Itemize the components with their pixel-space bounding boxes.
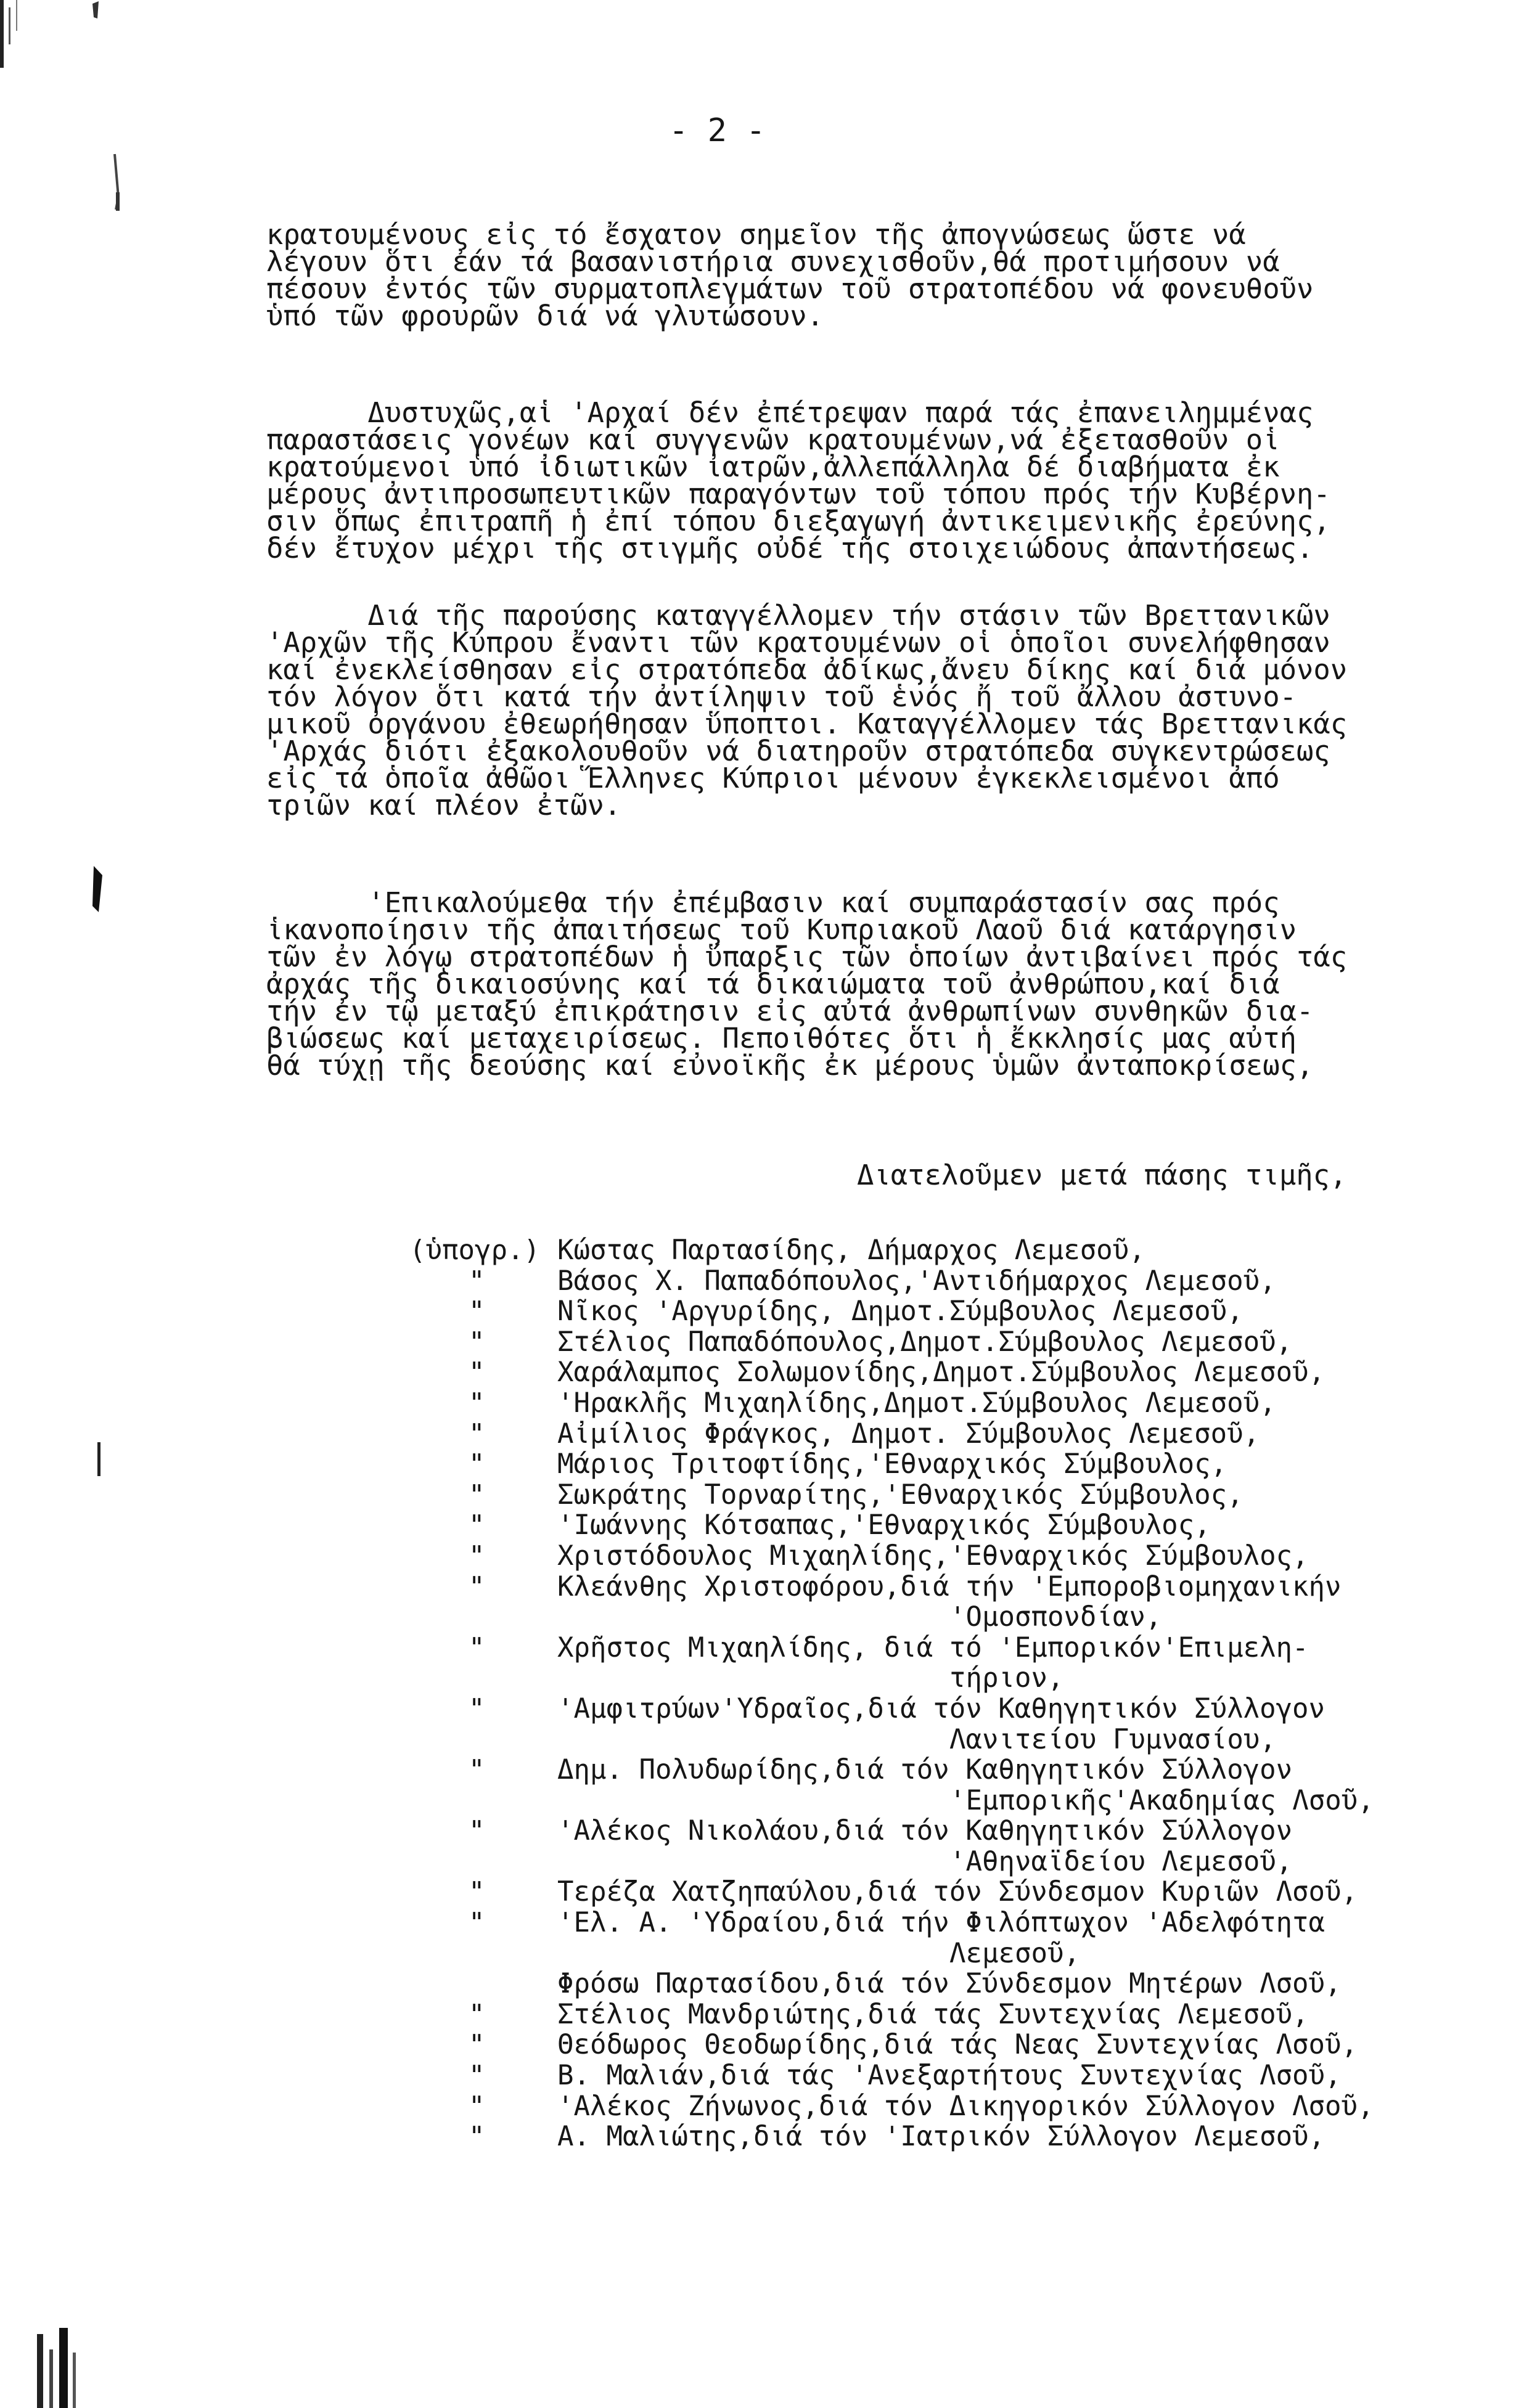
signatory-continuation-row <box>0 1785 1516 1816</box>
ditto-mark: " <box>469 1448 485 1480</box>
ditto-mark: " <box>469 1357 485 1389</box>
ditto-mark: " <box>469 1296 485 1328</box>
signatory-row <box>0 1876 1516 1907</box>
ditto-mark: " <box>469 2121 485 2153</box>
signatory-row <box>0 1326 1516 1357</box>
signatory-row <box>0 1815 1516 1846</box>
text-line: θά τύχῃ τῆς δεούσης καί εὐνοϊκῆς ἐκ μέρους ὑμῶν ἀνταποκρίσεως, <box>266 1049 1314 1082</box>
page-number: - 2 - <box>669 112 766 149</box>
text-line: κρατουμένους εἰς τό ἔσχατον σημεῖον τῆς ἀπογνώσεως ὥστε νά <box>266 218 1246 251</box>
text-line: ἱκανοποίησιν τῆς ἀπαιτήσεως τοῦ Κυπριακοῦ Λαοῦ διά κατάργησιν <box>266 913 1297 946</box>
signatory-row <box>0 1540 1516 1571</box>
ditto-mark: " <box>469 1265 485 1297</box>
ditto-mark: " <box>469 1570 485 1602</box>
ditto-mark: " <box>469 1907 485 1939</box>
signatory-name: 'Αλέκος Ζήνωνος,διά τόν Δικηγορικόν Σύλλογον Λσοῦ, <box>557 2090 1374 2122</box>
ditto-mark: " <box>469 1631 485 1663</box>
signatory-row <box>0 1357 1516 1387</box>
signatory-name: Κλεάνθης Χριστοφόρου,διά τήν 'Εμποροβιομηχανικήν <box>557 1570 1342 1602</box>
ditto-mark: " <box>469 2029 485 2061</box>
text-line: κρατούμενοι ὑπό ἰδιωτικῶν ἰατρῶν,ἀλλεπάλληλα δέ διαβήματα ἐκ <box>266 451 1280 483</box>
ditto-mark: " <box>469 1387 485 1419</box>
signatory-name: 'Ιωάννης Κότσαπας,'Εθναρχικός Σύμβουλος, <box>557 1509 1211 1541</box>
paragraph-3 <box>266 599 1438 822</box>
signatory-row <box>0 1693 1516 1724</box>
signatory-row <box>0 1296 1516 1326</box>
signatory-row <box>0 1754 1516 1785</box>
ditto-mark: " <box>469 1876 485 1908</box>
closing-salutation: Διατελοῦμεν μετά πάσης τιμῆς, <box>857 1159 1347 1191</box>
signatory-row <box>0 1907 1516 1938</box>
paragraph-1 <box>266 218 1438 332</box>
signatory-row <box>0 2029 1516 2060</box>
signatory-continuation-row <box>0 1846 1516 1877</box>
signatory-continuation-row <box>0 1601 1516 1632</box>
signatory-name: Τερέζα Χατζηπαύλου,διά τόν Σύνδεσμον Κυριῶν Λσοῦ, <box>557 1876 1358 1908</box>
signatory-name: Α. Μαλιώτης,διά τόν 'Ιατρικόν Σύλλογον Λεμεσοῦ, <box>557 2121 1325 2153</box>
ditto-mark: " <box>469 1509 485 1541</box>
signatory-name: Β. Μαλιάν,διά τάς 'Ανεξαρτήτους Συντεχνίας Λσοῦ, <box>557 2060 1342 2092</box>
signatory-row <box>0 1632 1516 1663</box>
signatory-name: Θεόδωρος Θεοδωρίδης,διά τάς Νεας Συντεχνίας Λσοῦ, <box>557 2029 1358 2061</box>
paragraph-2 <box>266 396 1438 565</box>
signatory-continuation: Λεμεσοῦ, <box>949 1937 1080 1969</box>
signatory-row <box>0 1387 1516 1418</box>
ditto-mark: " <box>469 1418 485 1450</box>
signatories-list <box>0 1235 1516 2152</box>
signatory-row <box>0 1571 1516 1602</box>
ditto-mark: " <box>469 1326 485 1358</box>
text-line: μικοῦ ὀργάνου ἐθεωρήθησαν ὕποπτοι. Καταγγέλλομεν τάς Βρεττανικάς <box>266 708 1348 740</box>
signatory-row <box>0 1265 1516 1296</box>
signatory-continuation: 'Ομοσπονδίαν, <box>949 1601 1162 1633</box>
signatory-name: Αἰμίλιος Φράγκος, Δημοτ. Σύμβουλος Λεμεσοῦ, <box>557 1418 1260 1450</box>
text-line: Διά τῆς παρούσης καταγγέλλομεν τήν στάσιν τῶν Βρεττανικῶν <box>266 599 1330 632</box>
ditto-mark: " <box>469 2090 485 2122</box>
signatory-name: 'Αμφιτρύων'Υδραῖος,διά τόν Καθηγητικόν Σύλλογον <box>557 1692 1325 1724</box>
signatory-row <box>0 1479 1516 1510</box>
text-line: βιώσεως καί μεταχειρίσεως. Πεποιθότες ὅτι ἡ ἔκκλησίς μας αὐτή <box>266 1022 1297 1055</box>
ditto-mark: " <box>469 1479 485 1511</box>
text-line: λέγουν ὅτι ἐάν τά βασανιστήρια συνεχισθοῦν,θά προτιμήσουν νά <box>266 245 1280 278</box>
signature-prefix: (ὑπογρ.) <box>409 1235 540 1266</box>
signatory-name: 'Ηρακλῆς Μιχαηλίδης,Δημοτ.Σύμβουλος Λεμεσοῦ, <box>557 1387 1276 1419</box>
text-line: εἰς τά ὁποῖα ἀθῶοι Ἕλληνες Κύπριοι μένουν ἐγκεκλεισμένοι ἀπό <box>266 762 1280 794</box>
ditto-mark: " <box>469 1692 485 1724</box>
text-line: μέρους ἀντιπροσωπευτικῶν παραγόντων τοῦ τόπου πρός τήν Κυβέρνη- <box>266 478 1330 510</box>
signatory-name: Στέλιος Παπαδόπουλος,Δημοτ.Σύμβουλος Λεμεσοῦ, <box>557 1326 1293 1358</box>
text-line: τριῶν καί πλέον ἐτῶν. <box>266 789 621 822</box>
signatory-name: Στέλιος Μανδριώτης,διά τάς Συντεχνίας Λεμεσοῦ, <box>557 1998 1309 2030</box>
signatory-row <box>0 1235 1516 1265</box>
text-line: ἀρχάς τῆς δικαιοσύνης καί τά δικαιώματα τοῦ ἀνθρώπου,καί διά <box>266 968 1280 1000</box>
signatory-row <box>0 1418 1516 1449</box>
text-line: Δυστυχῶς,αἱ 'Αρχαί δέν ἐπέτρεψαν παρά τάς ἐπανειλημμένας <box>266 396 1314 429</box>
signatory-name: Χρῆστος Μιχαηλίδης, διά τό 'Εμπορικόν'Επιμελη- <box>557 1631 1309 1663</box>
signatory-continuation-row <box>0 1938 1516 1969</box>
signatory-continuation: Λανιτείου Γυμνασίου, <box>949 1723 1276 1755</box>
text-line: πέσουν ἐντός τῶν συρματοπλεγμάτων τοῦ στρατοπέδου νά φονευθοῦν <box>266 272 1314 305</box>
signatory-continuation: 'Αθηναϊδείου Λεμεσοῦ, <box>949 1845 1293 1877</box>
signatory-name: Βάσος Χ. Παπαδόπουλος,'Αντιδήμαρχος Λεμεσοῦ, <box>557 1265 1276 1297</box>
signatory-continuation: τήριον, <box>949 1662 1064 1694</box>
ditto-mark: " <box>469 1815 485 1847</box>
signatory-name: Κώστας Παρτασίδης, Δήμαρχος Λεμεσοῦ, <box>557 1235 1145 1266</box>
text-line: καί ἐνεκλείσθησαν εἰς στρατόπεδα ἀδίκως,ἄνευ δίκης καί διά μόνον <box>266 653 1348 686</box>
text-line: δέν ἔτυχον μέχρι τῆς στιγμῆς οὐδέ τῆς στοιχειώδους ἀπαντήσεως. <box>266 532 1314 565</box>
ditto-mark: " <box>469 1540 485 1572</box>
signatory-name: 'Αλέκος Νικολάου,διά τόν Καθηγητικόν Σύλλογον <box>557 1815 1293 1847</box>
signatory-row <box>0 1509 1516 1540</box>
text-line: ὑπό τῶν φρουρῶν διά νά γλυτώσουν. <box>266 300 824 332</box>
signatory-row <box>0 2091 1516 2121</box>
signatory-name: Μάριος Τριτοφτίδης,'Εθναρχικός Σύμβουλος, <box>557 1448 1227 1480</box>
scan-bottom-edge-artifacts <box>0 2316 123 2408</box>
signatory-name: 'Ελ. Α. 'Υδραίου,διά τήν Φιλόπτωχον 'Αδελφότητα <box>557 1907 1325 1939</box>
signatory-continuation-row <box>0 1724 1516 1755</box>
ditto-mark: " <box>469 1998 485 2030</box>
signatory-name: Δημ. Πολυδωρίδης,διά τόν Καθηγητικόν Σύλλογον <box>557 1754 1293 1786</box>
signatory-row <box>0 2060 1516 2091</box>
text-line: τῶν ἐν λόγῳ στρατοπέδων ἡ ὕπαρξις τῶν ὁποίων ἀντιβαίνει πρός τάς <box>266 941 1348 973</box>
signatory-name: Χαράλαμπος Σολωμονίδης,Δημοτ.Σύμβουλος Λεμεσοῦ, <box>557 1357 1325 1389</box>
ditto-mark: " <box>469 1754 485 1786</box>
text-line: 'Αρχῶν τῆς Κύπρου ἔναντι τῶν κρατουμένων οἱ ὁποῖοι συνελήφθησαν <box>266 626 1330 659</box>
text-line: 'Επικαλούμεθα τήν ἐπέμβασιν καί συμπαράστασίν σας πρός <box>266 886 1280 919</box>
signatory-continuation-row <box>0 1662 1516 1693</box>
paragraph-4 <box>266 886 1438 1082</box>
text-line: τήν ἐν τῷ μεταξύ ἐπικράτησιν εἰς αὐτά ἀνθρωπίνων συνθηκῶν δια- <box>266 995 1314 1027</box>
signatory-row <box>0 1999 1516 2030</box>
text-line: τόν λόγον ὅτι κατά τήν ἀντίληψιν τοῦ ἑνός ἤ τοῦ ἄλλου ἀστυνο- <box>266 680 1297 713</box>
signatory-continuation: 'Εμπορικῆς'Ακαδημίας Λσοῦ, <box>949 1784 1374 1816</box>
signatory-name: Φρόσω Παρτασίδου,διά τόν Σύνδεσμον Μητέρων Λσοῦ, <box>557 1968 1342 2000</box>
signatory-name: Σωκράτης Τορναρίτης,'Εθναρχικός Σύμβουλος, <box>557 1479 1244 1511</box>
signatory-name: Χριστόδουλος Μιχαηλίδης,'Εθναρχικός Σύμβουλος, <box>557 1540 1309 1572</box>
ditto-mark: " <box>469 2060 485 2092</box>
signatory-name: Νῖκος 'Αργυρίδης, Δημοτ.Σύμβουλος Λεμεσοῦ, <box>557 1296 1244 1328</box>
text-line: 'Αρχάς διότι ἐξακολουθοῦν νά διατηροῦν στρατόπεδα συγκεντρώσεως <box>266 735 1330 767</box>
signatory-row <box>0 1448 1516 1479</box>
signatory-row <box>0 1968 1516 1999</box>
signatory-row <box>0 2121 1516 2152</box>
text-line: σιν ὅπως ἐπιτραπῆ ἡ ἐπί τόπου διεξαγωγή ἀντικειμενικῆς ἐρεύνης, <box>266 505 1330 537</box>
text-line: παραστάσεις γονέων καί συγγενῶν κρατουμένων,νά ἐξετασθοῦν οἱ <box>266 423 1280 456</box>
